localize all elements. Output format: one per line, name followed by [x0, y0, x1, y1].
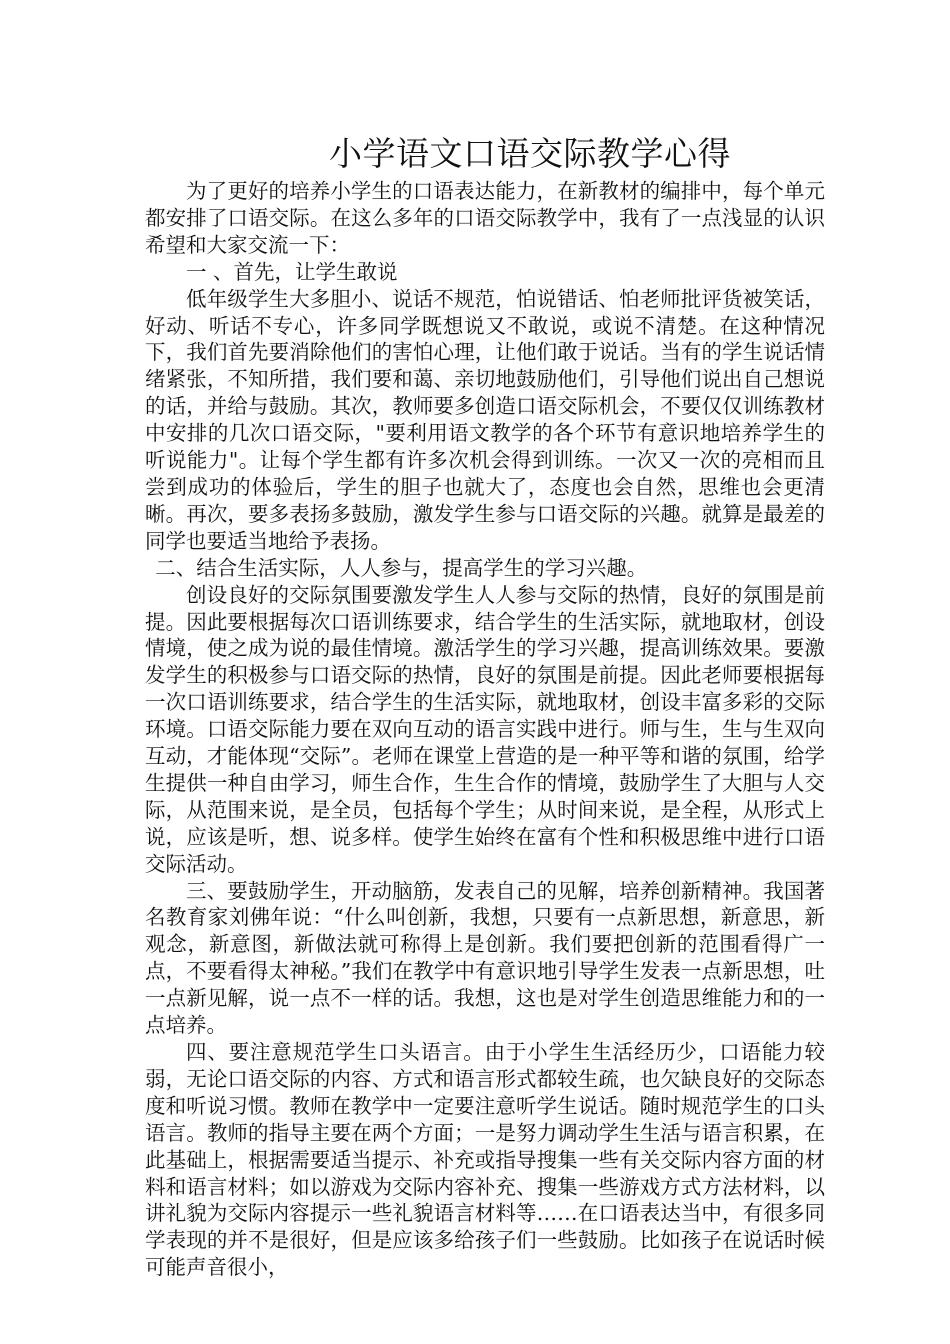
paragraph-intro: 为了更好的培养小学生的口语表达能力，在新教材的编排中，每个单元都安排了口语交际。在这么多年的口语交际教学中，我有了一点浅显的认识希望和大家交流一下： — [145, 179, 825, 257]
paragraph-section-2: 创设良好的交际氛围要激发学生人人参与交际的热情，良好的氛围是前提。因此要根据每次口语训练要求，结合学生的生活实际，就地取材，创设情境，使之成为说的最佳情境。激活学生的学习兴趣，提高训练效果。要激发学生的积极参与口语交际的热情，良好的氛围是前提。因此老师要根据每一次口语训练要求，结合学生的生活实际，就地取材，创设丰富多彩的交际环境。口语交际能力要在双向互动的语言实践中进行。师与生，生与生双向互动，才能体现“交际”。老师在课堂上营造的是一种平等和谐的氛围，给学生提供一种自由学习，师生合作，生生合作的情境，鼓励学生了大胆与人交际，从范围来说，是全员，包括每个学生；从时间来说，是全程，从形式上说，应该是听，想、说多样。使学生始终在富有个性和积极思维中进行口语交际活动。 — [145, 582, 825, 876]
paragraph-section-4: 四、要注意规范学生口头语言。由于小学生生活经历少，口语能力较弱，无论口语交际的内容、方式和语言形式都较生疏，也欠缺良好的交际态度和听说习惯。教师在教学中一定要注意听学生说话。随时规范学生的口头语言。教师的指导主要在两个方面；一是努力调动学生生活与语言积累，在此基础上，根据需要适当提示、补充或指导搜集一些有关交际内容方面的材料和语言材料；如以游戏为交际内容补充、搜集一些游戏方式方法材料，以讲礼貌为交际内容提示一些礼貌语言材料等……在口语表达当中，有很多同学表现的并不是很好，但是应该多给孩子们一些鼓励。比如孩子在说话时候可能声音很小， — [145, 1040, 825, 1280]
paragraph-section-3: 三、要鼓励学生，开动脑筋，发表自己的见解，培养创新精神。我国著名教育家刘佛年说：“什么叫创新，我想，只要有一点新思想，新意思，新观念，新意图，新做法就可称得上是创新。我们要把创新的范围看得广一点，不要看得太神秘。”我们在教学中有意识地引导学生发表一点新思想，吐一点新见解，说一点不一样的话。我想，这也是对学生创造思维能力和的一点培养。 — [145, 878, 825, 1038]
section-heading-2: 二、结合生活实际，人人参与，提高学生的学习兴趣。 — [155, 555, 648, 580]
paragraph-section-1: 低年级学生大多胆小、说话不规范，怕说错话、怕老师批评货被笑话，好动、听话不专心，许多同学既想说又不敢说，或说不清楚。在这种情况下，我们首先要消除他们的害怕心理，让他们敢于说话。当有的学生说话情绪紧张，不知所措，我们要和蔼、亲切地鼓励他们，引导他们说出自己想说的话，并给与鼓励。其次，教师要多创造口语交际机会，不要仅仅训练教材中安排的几次口语交际，"要利用语文教学的各个环节有意识地培养学生的听说能力"。让每个学生都有许多次机会得到训练。一次又一次的亮相而且尝到成功的体验后，学生的胆子也就大了，态度也会自然，思维也会更清晰。再次，要多表扬多鼓励，激发学生参与口语交际的兴趣。就算是最差的同学也要适当地给予表扬。 — [145, 286, 825, 553]
section-heading-1: 一 、首先，让学生敢说 — [186, 259, 398, 284]
document-title: 小学语文口语交际教学心得 — [329, 134, 731, 173]
document-body — [145, 178, 825, 1281]
